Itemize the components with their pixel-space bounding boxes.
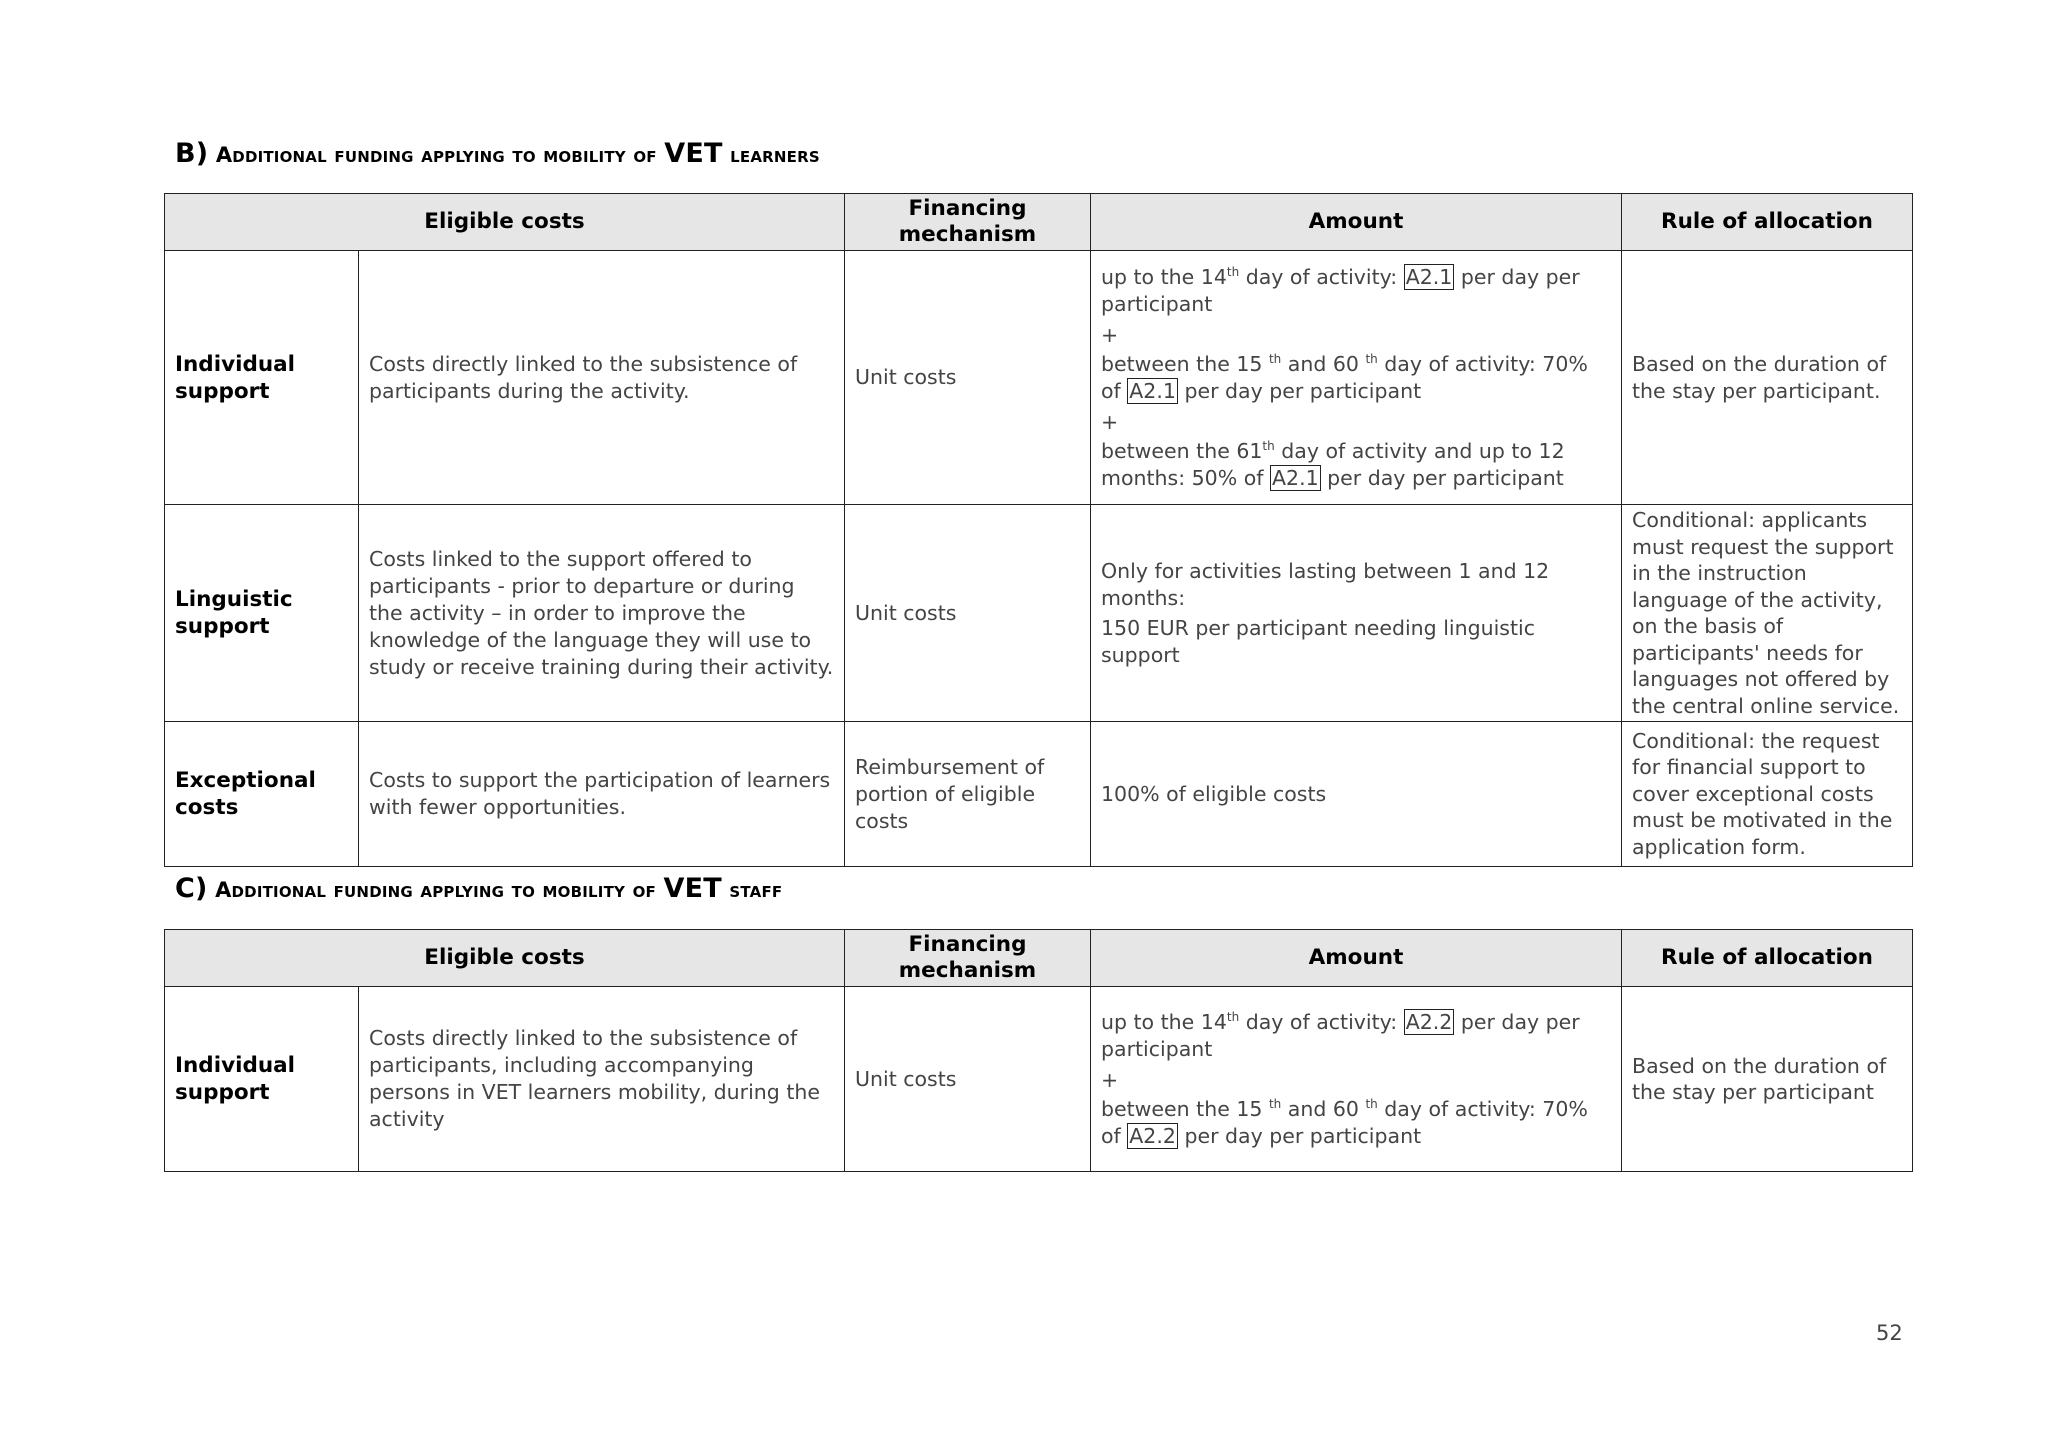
amount-line: 150 EUR per participant needing linguistic support bbox=[1101, 615, 1535, 667]
row-mechanism: Unit costs bbox=[845, 987, 1091, 1172]
superscript: th bbox=[1268, 1096, 1282, 1111]
row-description: Costs directly linked to the subsistence of participants, including accompanying persons in VET learners mobility, during the activity bbox=[359, 987, 845, 1172]
table-row bbox=[165, 505, 1913, 722]
section-c-heading-part1: Additional funding applying to mobility of bbox=[215, 878, 656, 902]
amount-text: up to the 14 bbox=[1101, 1009, 1227, 1034]
amount-text: and 60 bbox=[1281, 351, 1366, 376]
amount-line bbox=[1101, 438, 1611, 492]
amount-text: between the 61 bbox=[1101, 438, 1263, 463]
row-mechanism: Reimbursement of portion of eligible costs bbox=[845, 722, 1091, 867]
row-description: Costs linked to the support offered to participants - prior to departure or during the activity – in order to improve the knowledge of the language they will use to study or receive training during their activity. bbox=[359, 505, 845, 722]
header-financing-mechanism: Financing mechanism bbox=[845, 930, 1091, 987]
amount-line bbox=[1101, 1096, 1611, 1150]
section-b-letter: B) bbox=[175, 138, 209, 169]
superscript: th bbox=[1226, 264, 1240, 279]
section-c-heading-vet: VET bbox=[663, 873, 722, 904]
section-b-table bbox=[164, 193, 1913, 867]
section-b-heading-part2: learners bbox=[730, 143, 820, 167]
header-amount: Amount bbox=[1091, 194, 1622, 251]
amount-text: per day per participant bbox=[1101, 1009, 1580, 1061]
amount-text: per day per participant bbox=[1177, 1123, 1422, 1148]
section-c-heading bbox=[175, 873, 782, 904]
amount-line bbox=[1101, 264, 1611, 318]
amount-text: day of activity and up to 12 months: 50% of bbox=[1101, 438, 1565, 490]
plus-sign: + bbox=[1101, 322, 1119, 347]
header-eligible-costs: Eligible costs bbox=[165, 930, 845, 987]
unit-cost-code: A2.1 bbox=[1129, 378, 1176, 403]
row-label: Individual support bbox=[165, 251, 359, 505]
superscript: th bbox=[1226, 1009, 1240, 1024]
amount-text: up to the 14 bbox=[1101, 264, 1227, 289]
superscript: th bbox=[1262, 438, 1275, 453]
amount-text: between the 15 bbox=[1101, 351, 1269, 376]
amount-line: Only for activities lasting between 1 and 12 months: bbox=[1101, 558, 1550, 610]
header-financing-mechanism: Financing mechanism bbox=[845, 194, 1091, 251]
superscript: th bbox=[1365, 351, 1378, 366]
section-b-heading bbox=[175, 138, 820, 169]
amount-text: per day per participant bbox=[1320, 465, 1564, 490]
amount-text: day of activity: bbox=[1239, 264, 1404, 289]
section-c-table bbox=[164, 929, 1913, 1172]
section-b-heading-vet: VET bbox=[664, 138, 723, 169]
amount-text: day of activity: 70% of bbox=[1101, 351, 1588, 403]
amount-text: per day per participant bbox=[1101, 264, 1580, 316]
unit-cost-code: A2.1 bbox=[1405, 264, 1453, 289]
table-row bbox=[165, 251, 1913, 505]
table-row bbox=[165, 987, 1913, 1172]
row-amount bbox=[1091, 505, 1622, 722]
amount-line bbox=[1101, 351, 1611, 405]
amount-line bbox=[1101, 1009, 1611, 1063]
plus-sign: + bbox=[1101, 409, 1119, 434]
unit-cost-code: A2.2 bbox=[1129, 1123, 1176, 1148]
unit-cost-code: A2.1 bbox=[1272, 465, 1319, 490]
plus-sign: + bbox=[1101, 1067, 1119, 1092]
header-rule-of-allocation: Rule of allocation bbox=[1622, 194, 1913, 251]
row-rule: Based on the duration of the stay per participant. bbox=[1622, 251, 1913, 505]
header-rule-of-allocation: Rule of allocation bbox=[1622, 930, 1913, 987]
amount-text: between the 15 bbox=[1101, 1096, 1269, 1121]
row-rule: Conditional: the request for financial support to cover exceptional costs must be motivated in the application form. bbox=[1622, 722, 1913, 867]
header-eligible-costs: Eligible costs bbox=[165, 194, 845, 251]
row-label: Individual support bbox=[165, 987, 359, 1172]
superscript: th bbox=[1268, 351, 1282, 366]
row-amount bbox=[1091, 987, 1622, 1172]
amount-text: per day per participant bbox=[1177, 378, 1422, 403]
row-rule: Conditional: applicants must request the support in the instruction language of the activity, on the basis of participants' needs for languages not offered by the central online service. bbox=[1622, 505, 1913, 722]
amount-text: day of activity: 70% of bbox=[1101, 1096, 1588, 1148]
section-c-heading-part2: staff bbox=[729, 878, 783, 902]
row-description: Costs directly linked to the subsistence of participants during the activity. bbox=[359, 251, 845, 505]
row-description: Costs to support the participation of learners with fewer opportunities. bbox=[359, 722, 845, 867]
table-row bbox=[165, 722, 1913, 867]
unit-cost-code: A2.2 bbox=[1405, 1009, 1453, 1034]
row-amount bbox=[1091, 251, 1622, 505]
amount-text: day of activity: bbox=[1239, 1009, 1404, 1034]
row-label: Exceptional costs bbox=[165, 722, 359, 867]
section-c-letter: C) bbox=[175, 873, 208, 904]
row-label: Linguistic support bbox=[165, 505, 359, 722]
amount-text: and 60 bbox=[1281, 1096, 1366, 1121]
table-header-row bbox=[165, 194, 1913, 251]
section-b-heading-part1: Additional funding applying to mobility of bbox=[215, 143, 657, 167]
row-rule: Based on the duration of the stay per participant bbox=[1622, 987, 1913, 1172]
row-mechanism: Unit costs bbox=[845, 505, 1091, 722]
row-mechanism: Unit costs bbox=[845, 251, 1091, 505]
header-amount: Amount bbox=[1091, 930, 1622, 987]
superscript: th bbox=[1365, 1096, 1378, 1111]
table-header-row bbox=[165, 930, 1913, 987]
page-number: 52 bbox=[1876, 1321, 1903, 1345]
row-amount: 100% of eligible costs bbox=[1091, 722, 1622, 867]
